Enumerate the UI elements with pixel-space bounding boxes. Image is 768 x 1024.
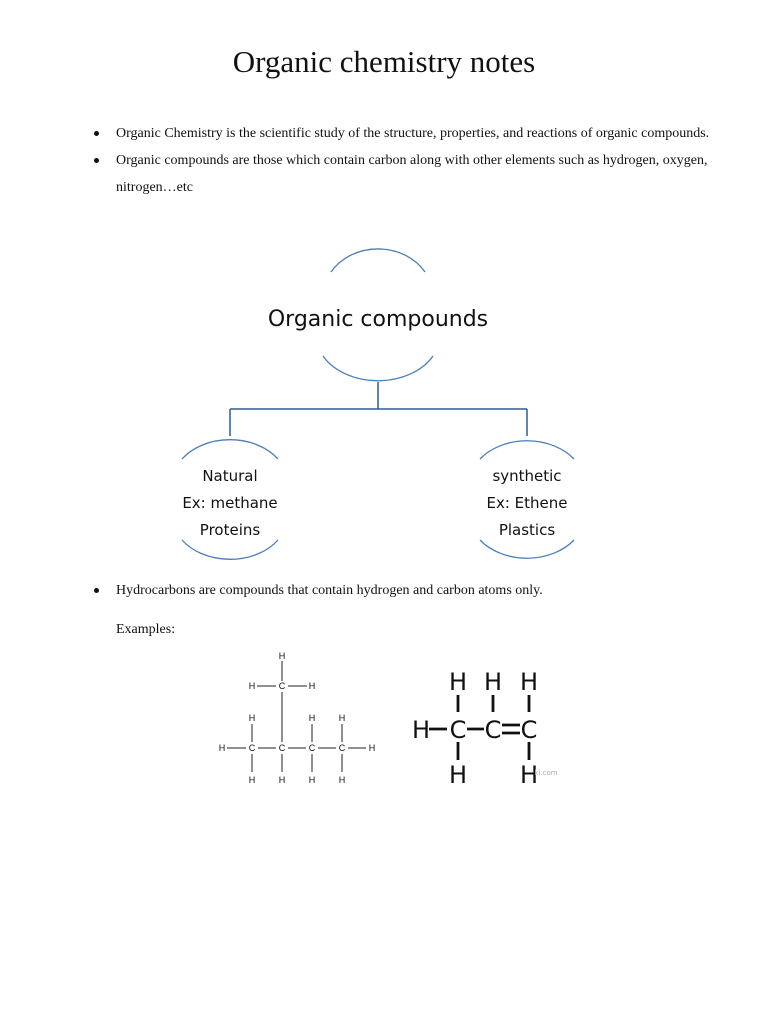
atom-h: H <box>308 713 316 723</box>
page-title: Organic chemistry notes <box>232 44 536 79</box>
atom-c: C <box>278 743 286 753</box>
synthetic-node-title: synthetic <box>492 467 562 485</box>
synthetic-node-bottom-arc <box>480 540 574 558</box>
propene-bonds <box>429 695 529 760</box>
atom-h: H <box>483 668 503 696</box>
bullet-text: Organic Chemistry is the scientific study of the structure, properties, and reactions of organic compounds. <box>116 126 710 141</box>
atom-h: H <box>448 668 468 696</box>
image-watermark: ki.com <box>534 769 558 777</box>
atom-h: H <box>248 713 256 723</box>
atom-h: H <box>248 681 256 691</box>
atom-h: H <box>338 713 346 723</box>
synthetic-node-example: Ex: Ethene <box>486 494 568 512</box>
atom-h: H <box>218 743 226 753</box>
tree-connector <box>230 382 527 436</box>
atom-h: H <box>338 775 346 785</box>
atom-c: C <box>449 716 467 744</box>
atom-h: H <box>519 761 539 789</box>
natural-node-proteins: Proteins <box>199 521 261 539</box>
atom-c: C <box>484 716 502 744</box>
propene-structure <box>412 668 558 789</box>
atom-c: C <box>248 743 256 753</box>
natural-node-example: Ex: methane <box>182 494 278 512</box>
atom-h: H <box>411 716 431 744</box>
synthetic-node-plastics: Plastics <box>498 521 556 539</box>
root-node-bottom-arc <box>323 356 433 381</box>
natural-node-title: Natural <box>202 467 258 485</box>
atom-c: C <box>338 743 346 753</box>
root-node-label: Organic compounds <box>267 307 489 332</box>
bullet-item <box>90 577 736 604</box>
atom-c: C <box>520 716 538 744</box>
natural-node-top-arc <box>182 440 278 459</box>
bullet-text: Organic compounds are those which contain carbon along with other elements such as hydrogen, oxygen, nitrogen…etc <box>116 153 708 195</box>
atom-h: H <box>368 743 376 753</box>
atom-h: H <box>308 681 316 691</box>
atom-h: H <box>248 775 256 785</box>
atom-h: H <box>278 651 286 661</box>
bullet-text: Hydrocarbons are compounds that contain hydrogen and carbon atoms only. <box>116 583 543 598</box>
root-node-top-arc <box>331 249 425 272</box>
natural-node-bottom-arc <box>182 540 278 559</box>
branched-alkane-structure <box>219 651 376 785</box>
bullet-dot <box>94 588 99 593</box>
atom-c: C <box>278 681 286 691</box>
atom-c: C <box>308 743 316 753</box>
atom-h: H <box>308 775 316 785</box>
atom-h: H <box>519 668 539 696</box>
atom-h: H <box>278 775 286 785</box>
examples-label: Examples: <box>116 622 176 637</box>
atom-h: H <box>448 761 468 789</box>
synthetic-node-top-arc <box>480 441 574 459</box>
